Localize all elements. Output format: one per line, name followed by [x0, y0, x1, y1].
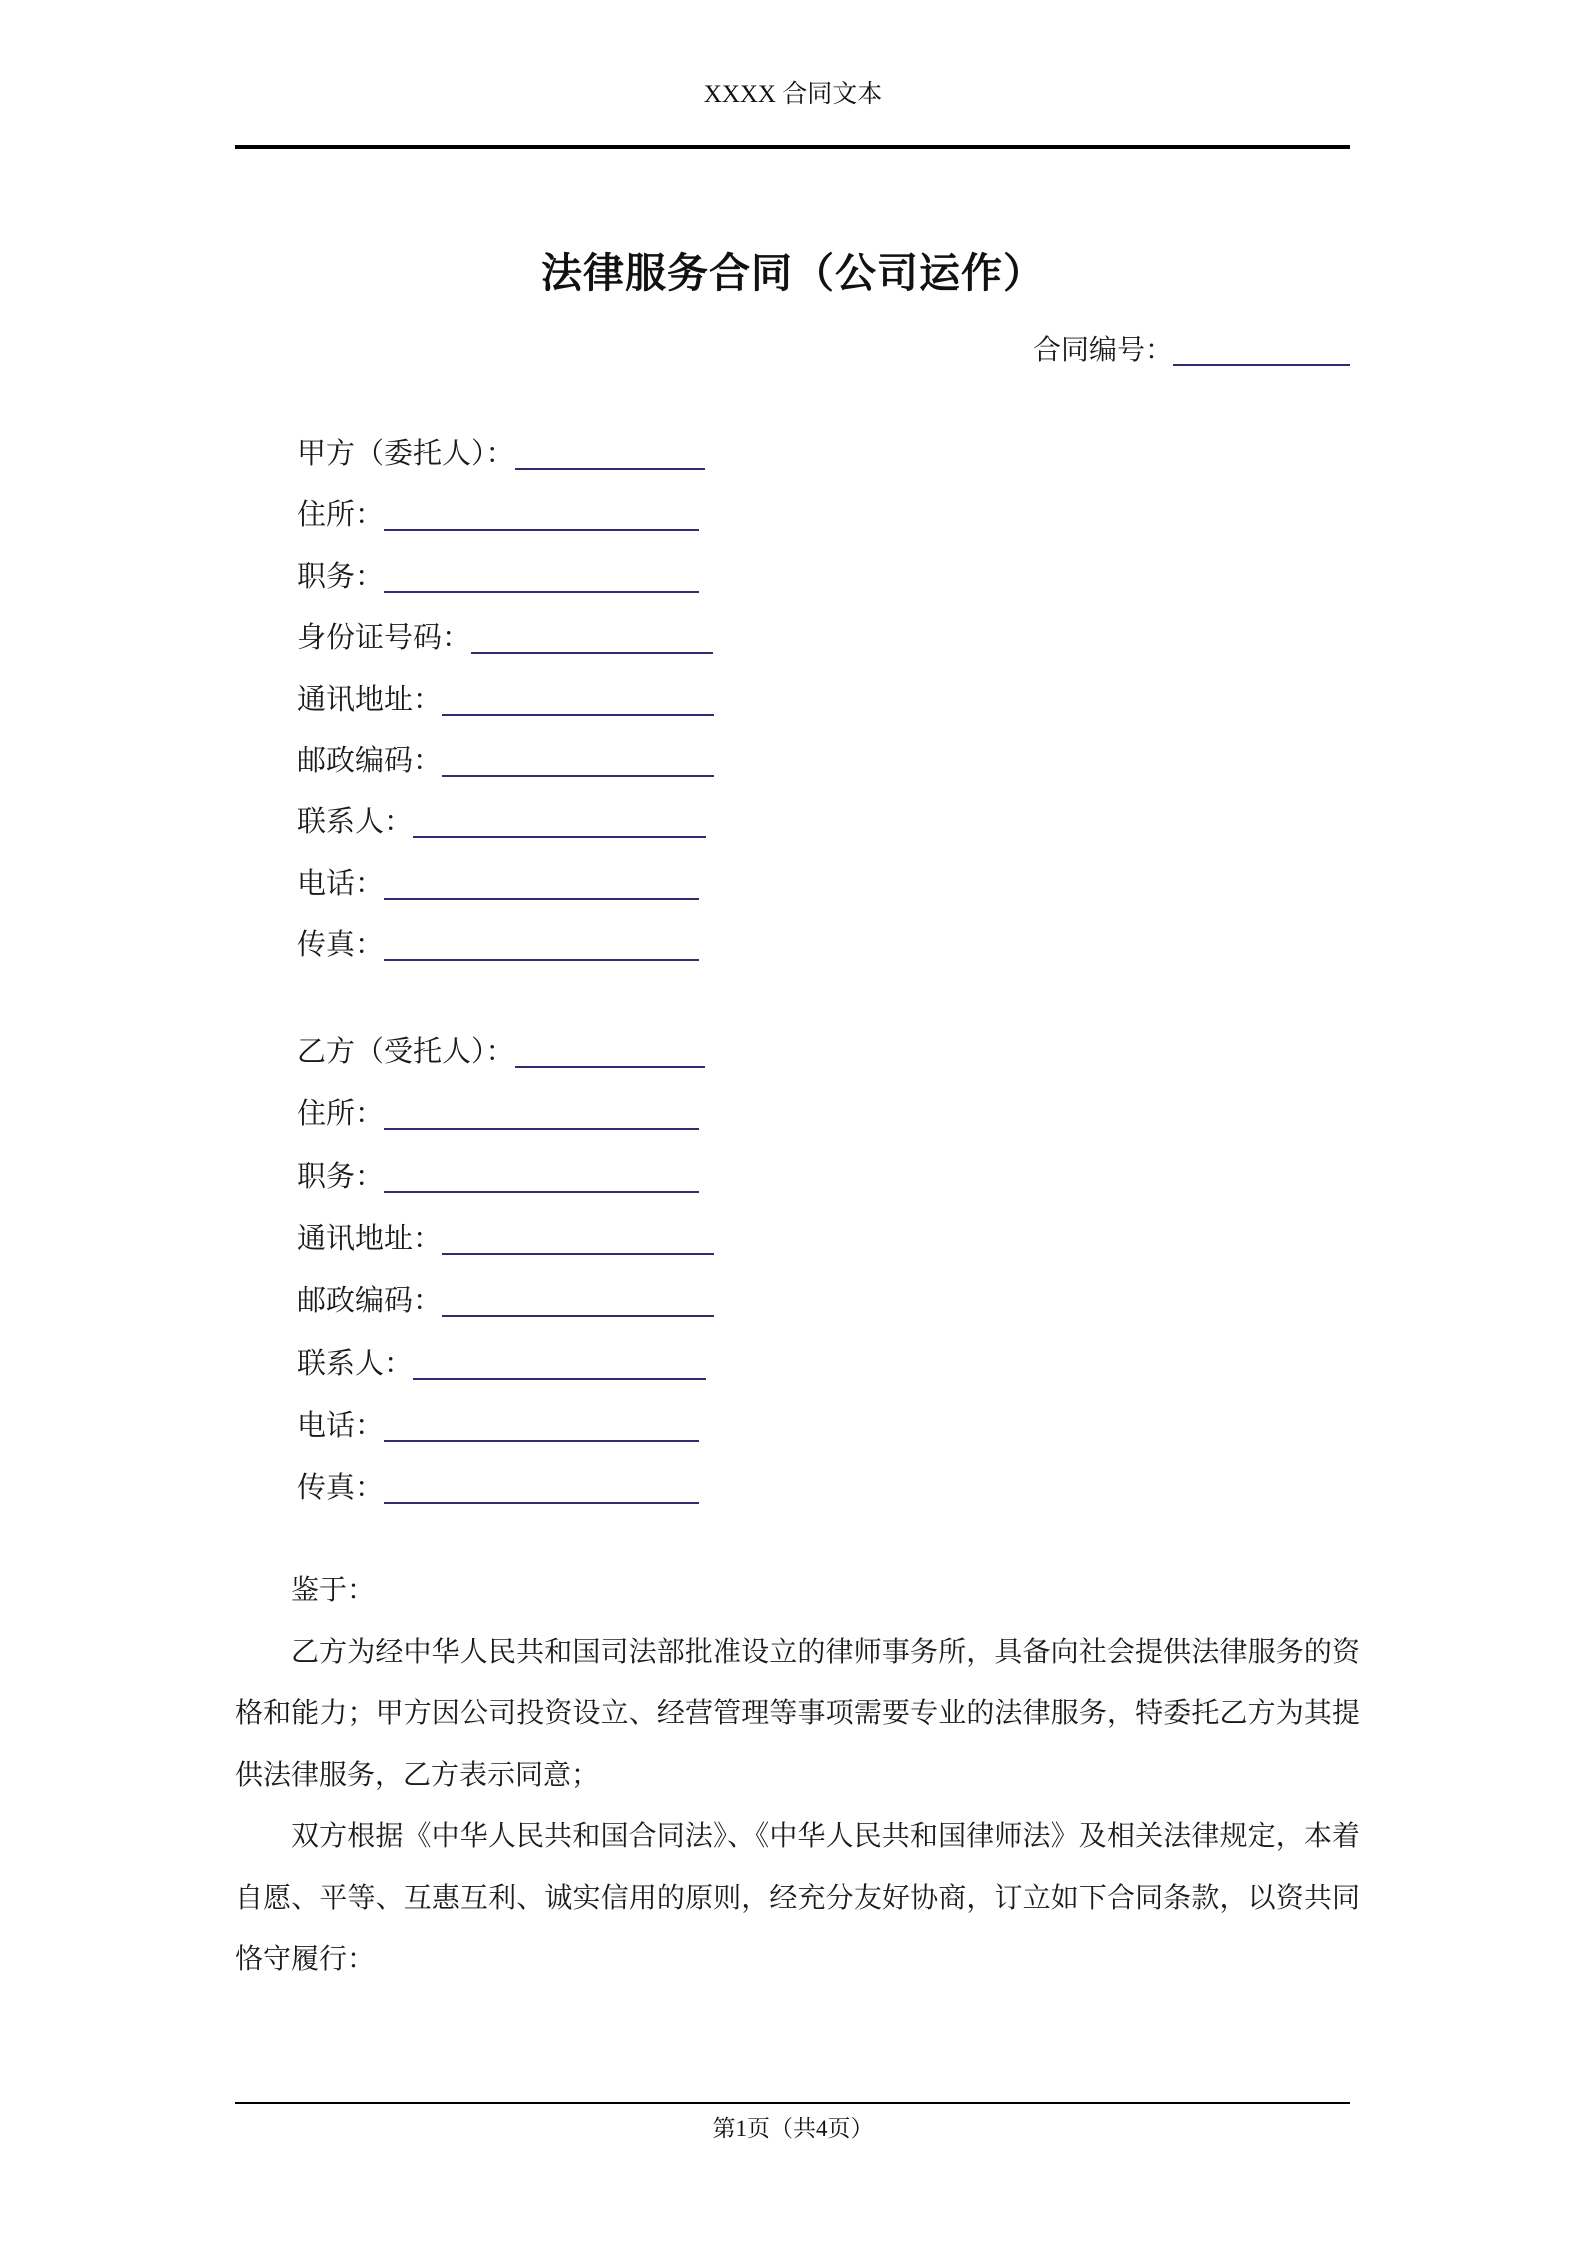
field-label: 邮政编码： — [297, 1285, 443, 1317]
field-label: 传真： — [297, 1472, 385, 1504]
form-field-row — [297, 682, 714, 718]
document-header-text: XXXX 合同文本 — [703, 81, 883, 108]
form-field-row — [297, 1221, 714, 1257]
form-field-row — [297, 1283, 714, 1319]
field-label: 身份证号码： — [297, 622, 472, 654]
form-field-row — [297, 866, 699, 902]
field-blank-line[interactable] — [384, 869, 699, 900]
field-label: 甲方（委托人）： — [297, 438, 515, 470]
form-field-row — [297, 1159, 699, 1195]
contract-number-row — [1033, 328, 1350, 368]
field-blank-line[interactable] — [442, 685, 714, 716]
footer-rule — [235, 2102, 1350, 2104]
form-field-row — [297, 743, 714, 779]
field-blank-line[interactable] — [413, 807, 706, 838]
field-label: 住所： — [297, 499, 385, 531]
form-field-row — [297, 436, 705, 472]
form-field-row — [297, 1408, 699, 1444]
whereas-label: 鉴于： — [291, 1574, 376, 1605]
form-field-row — [297, 1034, 705, 1070]
field-label: 通讯地址： — [297, 1223, 443, 1255]
field-label: 通讯地址： — [297, 684, 443, 716]
field-label: 传真： — [297, 929, 385, 961]
form-field-row — [297, 1470, 699, 1506]
contract-number-blank-line[interactable] — [1173, 336, 1350, 366]
page-title: 法律服务合同（公司运作） — [541, 250, 1045, 296]
recital-paragraph-2: 双方根据《中华人民共和国合同法》、《中华人民共和国律师法》及相关法律规定，本着自愿、平等、互惠互利、诚实信用的原则，经充分友好协商，订立如下合同条款，以资共同恪守履行： — [235, 1820, 1360, 1974]
field-label: 乙方（受托人）： — [297, 1036, 515, 1068]
field-blank-line[interactable] — [442, 1224, 714, 1255]
form-field-row — [297, 927, 699, 963]
field-blank-line[interactable] — [442, 1286, 714, 1317]
field-blank-line[interactable] — [384, 562, 699, 593]
recitals-section — [235, 1559, 1360, 1990]
field-blank-line[interactable] — [384, 1162, 699, 1193]
field-label: 电话： — [297, 868, 385, 900]
field-blank-line[interactable] — [515, 1037, 705, 1068]
form-field-row — [297, 620, 713, 656]
contract-number-label: 合同编号： — [1032, 334, 1173, 365]
form-field-row — [297, 1346, 706, 1382]
header-rule — [235, 145, 1350, 149]
field-blank-line[interactable] — [384, 1411, 699, 1442]
form-field-row — [297, 804, 706, 840]
field-label: 职务： — [297, 1161, 385, 1193]
field-label: 邮政编码： — [297, 745, 443, 777]
field-label: 职务： — [297, 561, 385, 593]
recital-paragraph-1: 乙方为经中华人民共和国司法部批准设立的律师事务所，具备向社会提供法律服务的资格和能力；甲方因公司投资设立、经营管理等事项需要专业的法律服务，特委托乙方为其提供法律服务，乙方表示同意； — [235, 1635, 1360, 1790]
field-label: 住所： — [297, 1098, 385, 1130]
field-label: 联系人： — [297, 806, 414, 838]
field-blank-line[interactable] — [384, 930, 699, 961]
field-blank-line[interactable] — [471, 623, 713, 654]
form-field-row — [297, 559, 699, 595]
field-blank-line[interactable] — [442, 746, 714, 777]
field-blank-line[interactable] — [384, 1473, 699, 1504]
field-blank-line[interactable] — [384, 500, 699, 531]
form-field-row — [297, 497, 699, 533]
page-number-footer: 第1页（共4页） — [712, 2116, 874, 2141]
field-label: 电话： — [297, 1410, 385, 1442]
field-label: 联系人： — [297, 1348, 414, 1380]
field-blank-line[interactable] — [384, 1099, 699, 1130]
field-blank-line[interactable] — [515, 439, 705, 470]
form-field-row — [297, 1096, 699, 1132]
field-blank-line[interactable] — [413, 1349, 706, 1380]
